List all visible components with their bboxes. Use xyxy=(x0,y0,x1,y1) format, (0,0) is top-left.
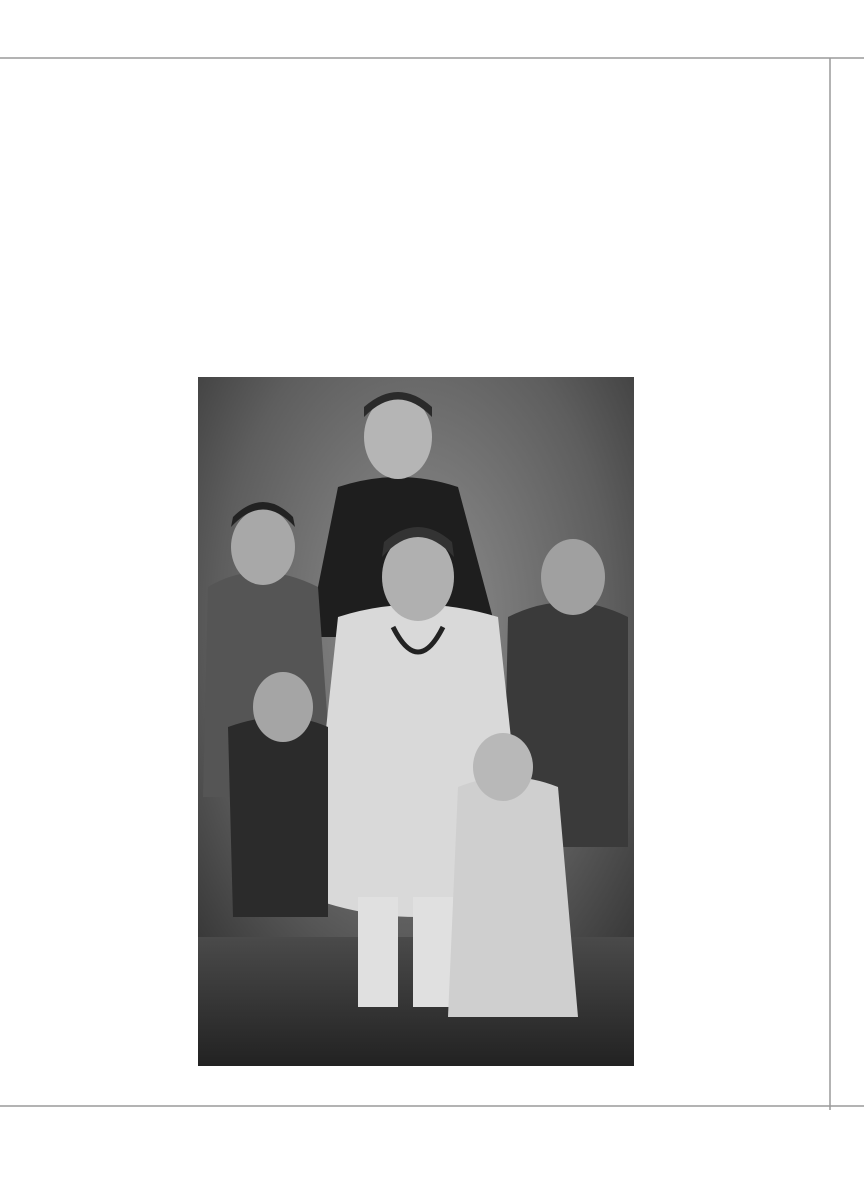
right-ornamental-border xyxy=(794,58,842,1110)
top-ornamental-border xyxy=(0,14,864,64)
family-photo xyxy=(198,377,634,1066)
bottom-ornamental-border xyxy=(0,1100,864,1148)
